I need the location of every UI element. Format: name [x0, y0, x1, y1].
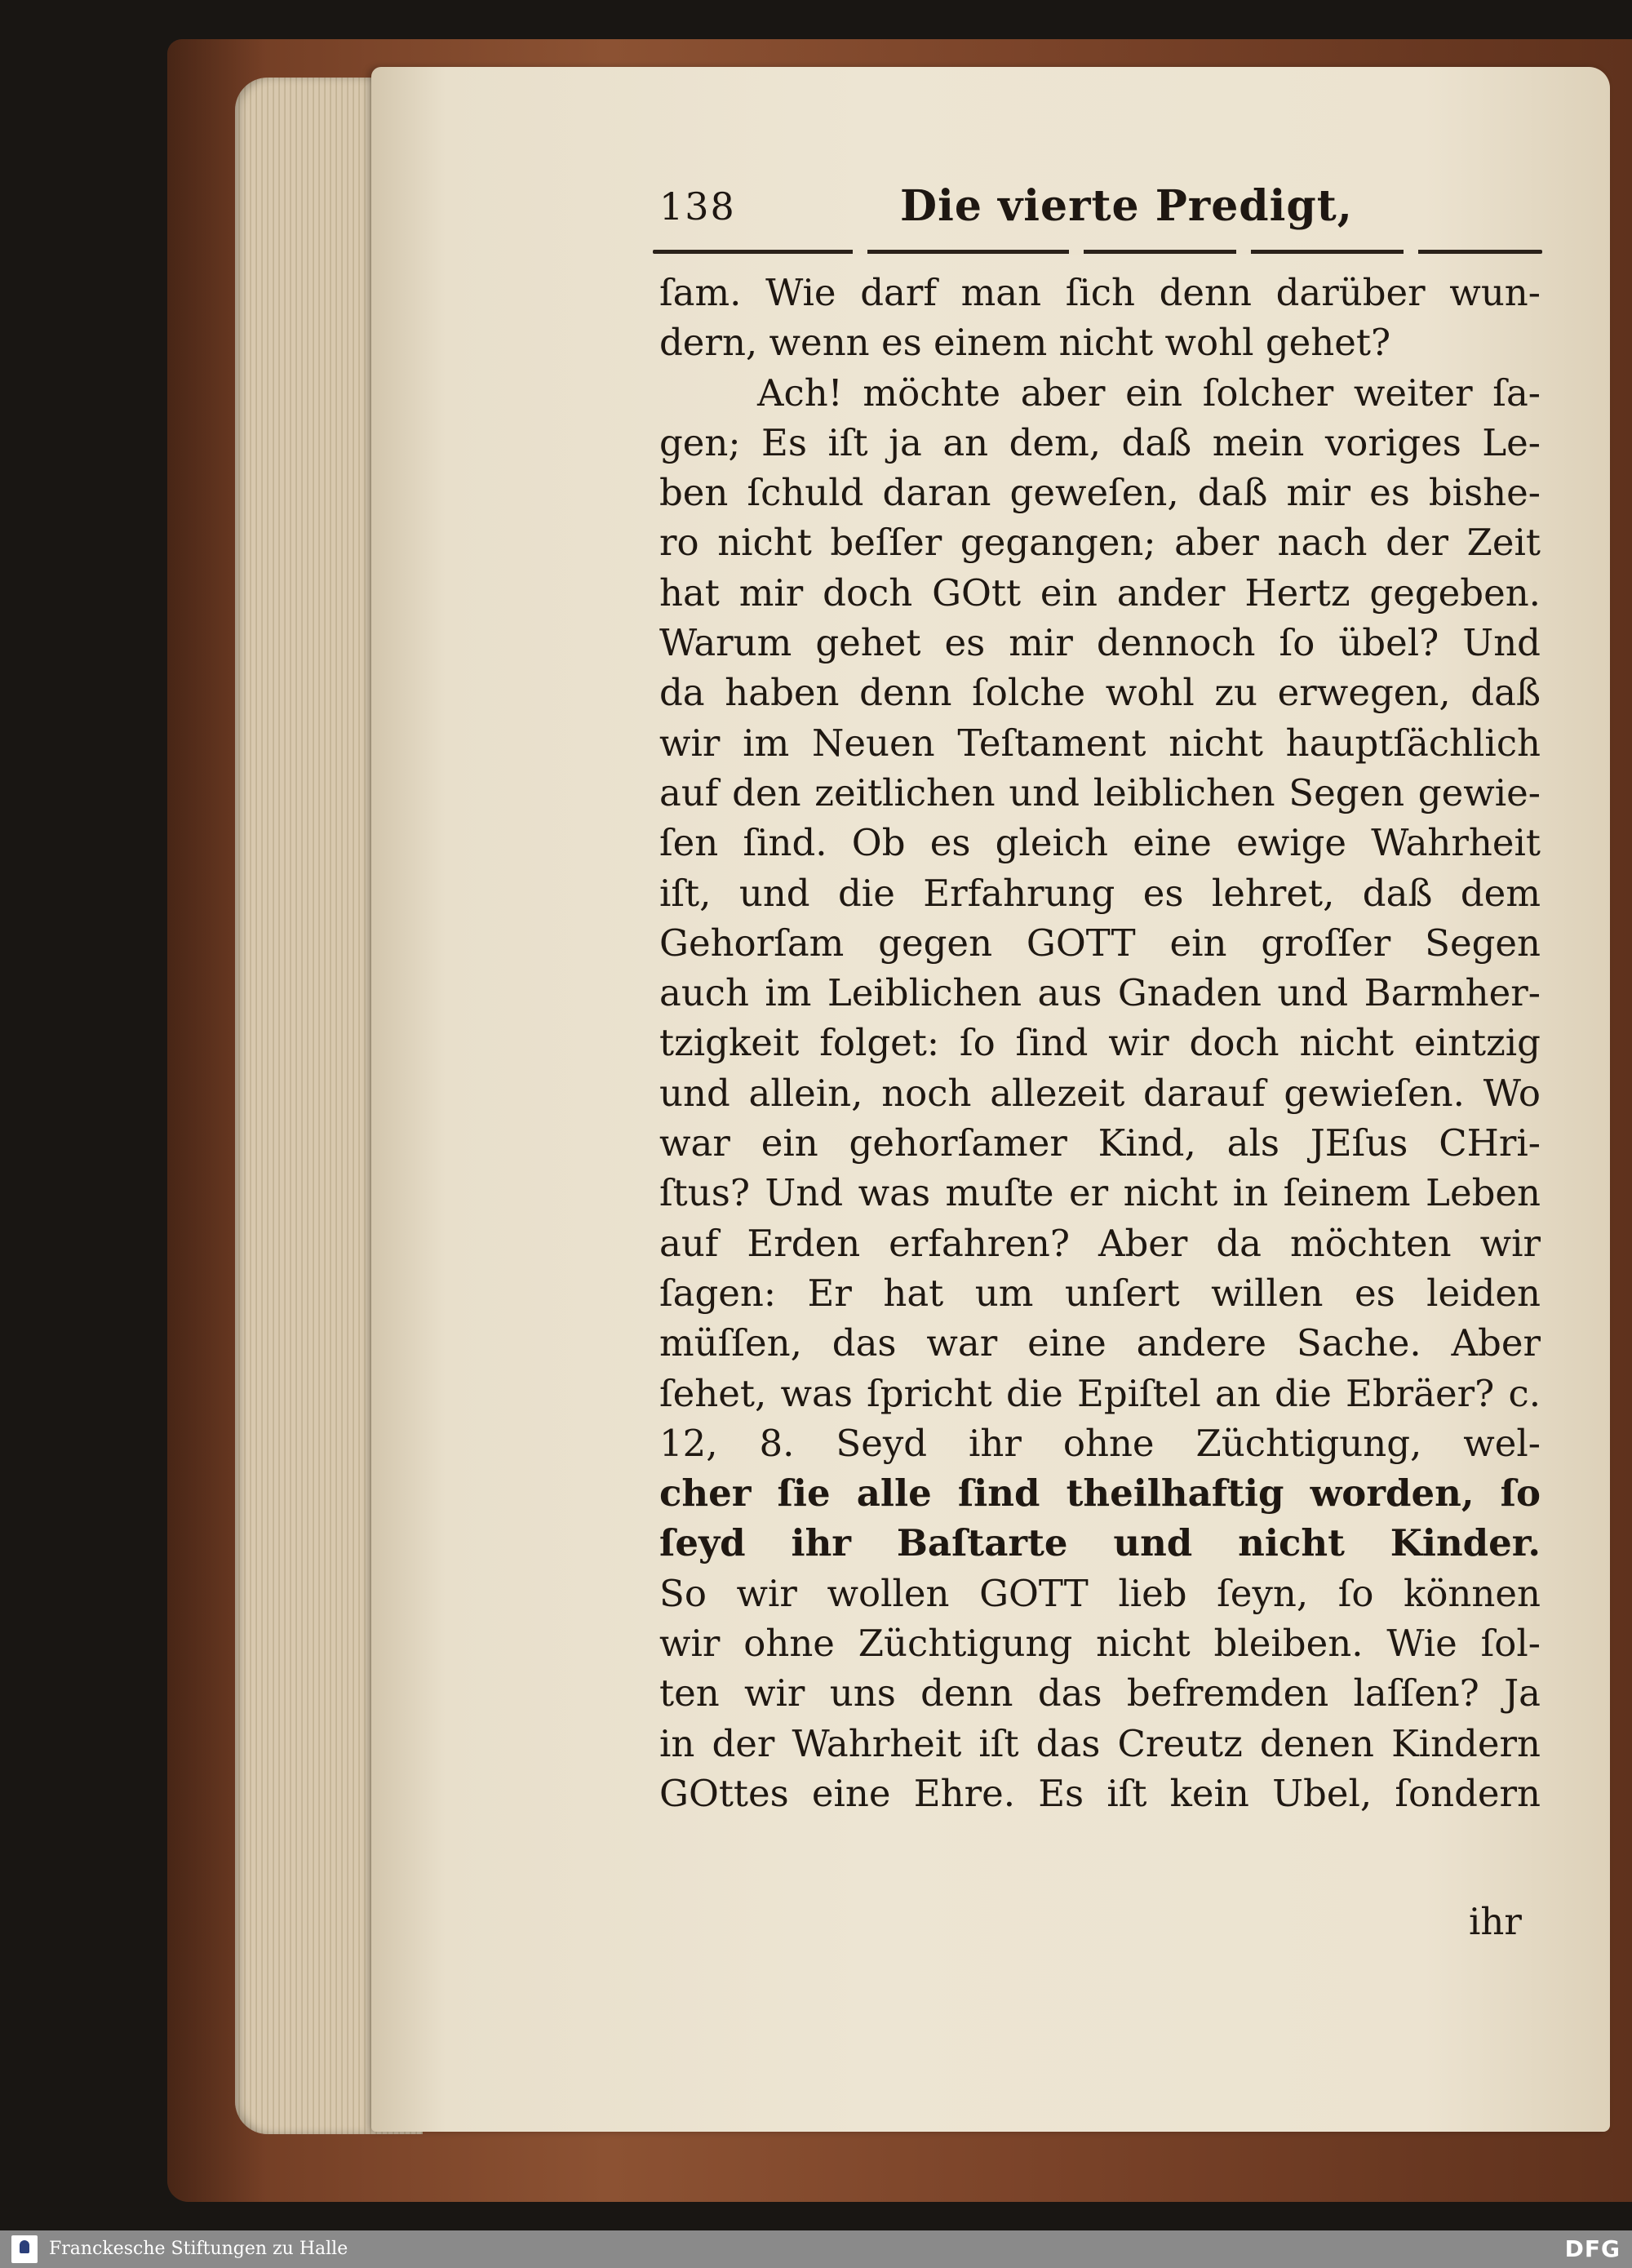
text-line: Warum gehet es mir dennoch ſo übel? Und	[659, 621, 1541, 665]
text-line: GOttes eine Ehre. Es iſt kein Ubel, ſondern	[659, 1771, 1541, 1815]
text-line: Ach! möchte aber ein ſolcher weiter ſa-	[757, 371, 1541, 415]
text-line: dern, wenn es einem nicht wohl gehet?	[659, 321, 1391, 365]
text-line: da haben denn ſolche wohl zu erwegen, daß	[659, 671, 1541, 715]
text-line: wir ohne Züchtigung nicht bleiben. Wie ſol-	[659, 1622, 1541, 1666]
catchword: ihr	[1469, 1900, 1522, 1943]
text-line: ben ſchuld daran geweſen, daß mir es bishe-	[659, 471, 1541, 515]
text-line: ſtus? Und was muſte er nicht in ſeinem Leben	[659, 1171, 1541, 1215]
text-line: So wir wollen GOTT lieb ſeyn, ſo können	[659, 1571, 1541, 1615]
text-line: in der Wahrheit iſt das Creutz denen Kindern	[659, 1721, 1541, 1765]
header-rule-gap	[853, 250, 867, 255]
dfg-logo: DFG	[1564, 2235, 1621, 2262]
text-line: ſehet, was ſpricht die Epiſtel an die Ebräer? c.	[659, 1371, 1541, 1415]
text-line: gen; Es iſt ja an dem, daß mein voriges Le-	[659, 420, 1541, 464]
text-line: ſam. Wie darf man ſich denn darüber wun-	[659, 271, 1541, 314]
header-rule-gap	[1404, 250, 1418, 255]
text-line: iſt, und die Erfahrung es lehret, daß dem	[659, 871, 1541, 915]
text-line: 12, 8. Seyd ihr ohne Züchtigung, wel-	[659, 1421, 1541, 1465]
header-rule-gap	[1236, 250, 1251, 255]
footer-institution: Franckesche Stiftungen zu Halle	[49, 2239, 348, 2259]
text-line: wir im Neuen Teſtament nicht hauptſächlich	[659, 721, 1541, 765]
header-rule-gap	[1069, 250, 1084, 255]
text-line: ro nicht beſſer gegangen; aber nach der Zeit	[659, 521, 1541, 565]
text-line: auch im Leiblichen aus Gnaden und Barmher-	[659, 971, 1541, 1015]
text-line: ſeyd ihr Baſtarte und nicht Kinder.	[659, 1521, 1541, 1565]
running-title: Die vierte Predigt,	[900, 181, 1353, 231]
text-line: war ein gehorſamer Kind, als JEſus CHri-	[659, 1121, 1541, 1165]
text-line: und allein, noch allezeit darauf gewieſen. Wo	[659, 1071, 1541, 1115]
text-line: hat mir doch GOtt ein ander Hertz gegeben.	[659, 570, 1541, 615]
text-line: auf Erden erfahren? Aber da möchten wir	[659, 1221, 1541, 1265]
page-number: 138	[659, 184, 736, 229]
footer-bar	[0, 2230, 1632, 2268]
text-line: ten wir uns denn das befremden laſſen? Ja	[659, 1671, 1541, 1715]
running-head	[659, 178, 1549, 242]
text-line: ſagen: Er hat um unſert willen es leiden	[659, 1271, 1541, 1315]
logo-mark	[20, 2240, 29, 2253]
institution-logo-icon	[11, 2235, 38, 2263]
text-line: ſen ſind. Ob es gleich eine ewige Wahrheit	[659, 821, 1541, 865]
text-line: tzigkeit folget: ſo ſind wir doch nicht eintzig	[659, 1021, 1541, 1065]
text-line: müſſen, das war eine andere Sache. Aber	[659, 1321, 1541, 1365]
text-line: Gehorſam gegen GOTT ein groſſer Segen	[659, 921, 1541, 965]
text-line: cher ſie alle ſind theilhaftig worden, ſo	[659, 1471, 1541, 1516]
body-text	[659, 268, 1541, 1818]
text-line: auf den zeitlichen und leiblichen Segen gewie-	[659, 770, 1541, 814]
